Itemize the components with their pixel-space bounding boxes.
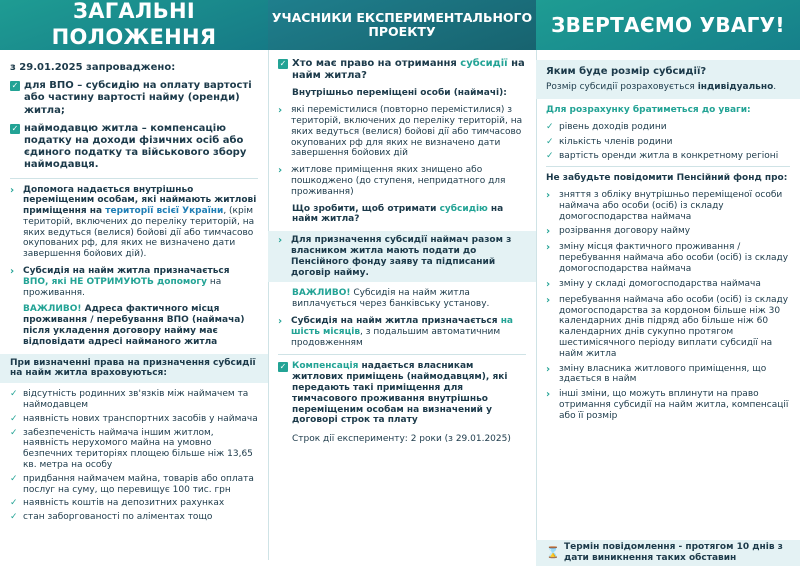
check-icon: ✓	[546, 151, 554, 162]
check-icon: ✓	[10, 427, 18, 438]
help-info: › Допомога надається внутрішньо переміщеним особам, які наймають житлові приміщення на території всієї України, (крім територій, включених до переліку територій, на яких ведуться (велися) бойові дії або тимчасово окупованих рф, для яких не визначено дати завершення бойових дій).	[10, 184, 257, 260]
chevron-right-icon: ›	[278, 165, 283, 177]
checkbox-icon: ✓	[279, 362, 287, 372]
list-item: › зміну власника житлового приміщення, що здається в найм	[546, 363, 767, 385]
deadline-text: Термін повідомлення - протягом 10 днів з дати виникнення таких обставин	[564, 542, 783, 563]
header-participants: УЧАСНИКИ ЕКСПЕРИМЕНТАЛЬНОГО ПРОЕКТУ	[268, 0, 536, 50]
check-icon: ✓	[10, 473, 18, 484]
column-attention	[536, 0, 800, 566]
divider	[546, 166, 790, 167]
checkbox-icon: ✓	[279, 59, 287, 68]
chevron-right-icon: ›	[546, 363, 551, 375]
chevron-right-icon: ›	[278, 235, 283, 247]
list-item: ✓ стан заборгованості по аліментах тощо	[10, 512, 213, 523]
list-item: ✓ відсутність родинних зв'язків між наймачем та наймодавцем	[10, 389, 249, 411]
divider	[10, 178, 258, 179]
list-item: › зміну у складі домогосподарства наймача	[546, 278, 761, 290]
important-note: ВАЖЛИВО! Субсидія на найм житла виплачується через банківську установу.	[292, 288, 490, 310]
chevron-right-icon: ›	[546, 242, 551, 254]
compensation-info: ✓ Компенсація надається власникам житлових приміщень (наймодавцям), які передають такі приміщення для тимчасового проживання внутрішньо переміщеним особам на визначений у договорі строк та плату	[279, 361, 508, 426]
list-item: › розірвання договору найму	[546, 226, 691, 238]
definition-idp: ✓ для ВПО – субсидію на оплату вартості або частину вартості найму (оренди) житла;	[11, 80, 252, 116]
header-general: ЗАГАЛЬНІ ПОЛОЖЕННЯ	[0, 0, 268, 50]
list-item: › перебування наймача або особи (осіб) із складу домогосподарства за кордоном більше ніж 30 календарних днів підряд або більше ніж 60 календарних днів сукупно протягом шестимісячного періоду виплати субсидії на найм житла	[546, 294, 789, 359]
question-who: ✓ Хто має право на отримання субсидії на найм житла?	[279, 58, 525, 82]
factors-panel-title: При визначенні права на призначення субсидії на найм житла враховуються:	[0, 354, 268, 384]
notify-title: Не забудьте повідомити Пенсійний фонд про:	[546, 173, 788, 184]
list-item: ✓ наявність нових транспортних засобів у наймача	[10, 413, 258, 424]
column-participants	[268, 0, 536, 566]
list-item: ✓ вартість оренди житла в конкретному регіоні	[546, 151, 779, 162]
notify-list	[546, 190, 790, 422]
check-icon: ✓	[10, 413, 18, 424]
list-item: › зняття з обліку внутрішньо переміщеної особи наймача або особи (осіб) із складу домогосподарства наймача	[546, 189, 783, 222]
list-item: ✓ наявність коштів на депозитних рахунках	[10, 498, 225, 509]
step-panel: › Для призначення субсидії наймач разом з власником житла мають подати до Пенсійного фонду заяву та підписаний договір найму.	[268, 231, 536, 282]
list-item: ✓ забезпеченість наймача іншим житлом, наявність нерухомого майна на умовно безпечних територіях площею більше ніж 13,65 кв. метра на особу	[10, 427, 253, 471]
check-icon: ✓	[10, 512, 18, 523]
list-item: ✓ рівень доходів родини	[546, 121, 667, 132]
intro-text: з 29.01.2025 запроваджено:	[10, 62, 176, 73]
calc-list	[546, 122, 790, 162]
chevron-right-icon: ›	[546, 226, 551, 238]
factors-list	[10, 389, 258, 523]
chevron-right-icon: ›	[546, 278, 551, 290]
definition-landlord: ✓ наймодавцю житла – компенсацію податку на доходи фізичних осіб або єдиного податку та військового збору наймодавця.	[11, 122, 247, 171]
experiment-duration: Строк дії експерименту: 2 роки (з 29.01.2025)	[292, 434, 511, 445]
list-item: ✓ придбання наймачем майна, товарів або оплата послуг на суму, що перевищує 100 тис. грн	[10, 473, 254, 495]
chevron-right-icon: ›	[10, 184, 15, 196]
chevron-right-icon: ›	[10, 266, 15, 278]
important-note: ВАЖЛИВО! Адреса фактичного місця проживання / перебування ВПО (наймача) після укладення договору найму має відповідати адресі найманого житла	[23, 304, 245, 347]
check-icon: ✓	[10, 498, 18, 509]
hourglass-icon: ⌛	[546, 546, 560, 560]
idp-item: › які перемістилися (повторно перемістилися) з територій, включених до переліку територій, на яких ведуться (велися) бойові дії або тимчасово окупованих рф для яких не визначено дати завершення бойових дій	[278, 105, 523, 159]
size-question: Яким буде розмір субсидії?	[546, 66, 707, 77]
question-how: Що зробити, щоб отримати субсидію на найм житла?	[292, 203, 504, 225]
list-item: ✓ кількість членів родини	[546, 136, 673, 147]
check-icon: ✓	[546, 136, 554, 147]
idp-item: › житлове приміщення яких знищено або пошкоджено (до ступеня, непридатного для проживання)	[278, 165, 506, 197]
divider	[278, 354, 526, 355]
list-item: › інші зміни, що можуть вплинути на право отримання субсидії на найм житла, компенсації або її розмір	[546, 389, 789, 421]
deadline-bar	[536, 540, 800, 566]
column-general	[0, 0, 268, 566]
term-info: › Субсидія на найм житла призначається на шість місяців, з подальшим автоматичним продовженням	[278, 315, 513, 348]
size-panel	[536, 60, 800, 99]
checkbox-icon: ✓	[11, 123, 19, 133]
header-attention: ЗВЕРТАЄМО УВАГУ!	[536, 0, 800, 50]
check-icon: ✓	[546, 121, 554, 132]
idp-title: Внутрішньо переміщені особи (наймачі):	[292, 88, 507, 99]
list-item: › зміну місця фактичного проживання / перебування наймача або особи (осіб) із складу домогосподарства наймача	[546, 242, 789, 274]
calc-title: Для розрахунку братиметься до уваги:	[546, 104, 751, 115]
subsidy-info: › Субсидія на найм житла призначається ВПО, які НЕ ОТРИМУЮТЬ допомогу на проживання.	[10, 266, 230, 298]
chevron-right-icon: ›	[278, 105, 283, 117]
chevron-right-icon: ›	[278, 315, 283, 327]
chevron-right-icon: ›	[546, 189, 551, 201]
size-answer: Розмір субсидії розраховується індивідуально.	[546, 82, 777, 93]
checkbox-icon: ✓	[11, 81, 19, 91]
chevron-right-icon: ›	[546, 389, 551, 401]
check-icon: ✓	[10, 389, 18, 400]
chevron-right-icon: ›	[546, 294, 551, 306]
